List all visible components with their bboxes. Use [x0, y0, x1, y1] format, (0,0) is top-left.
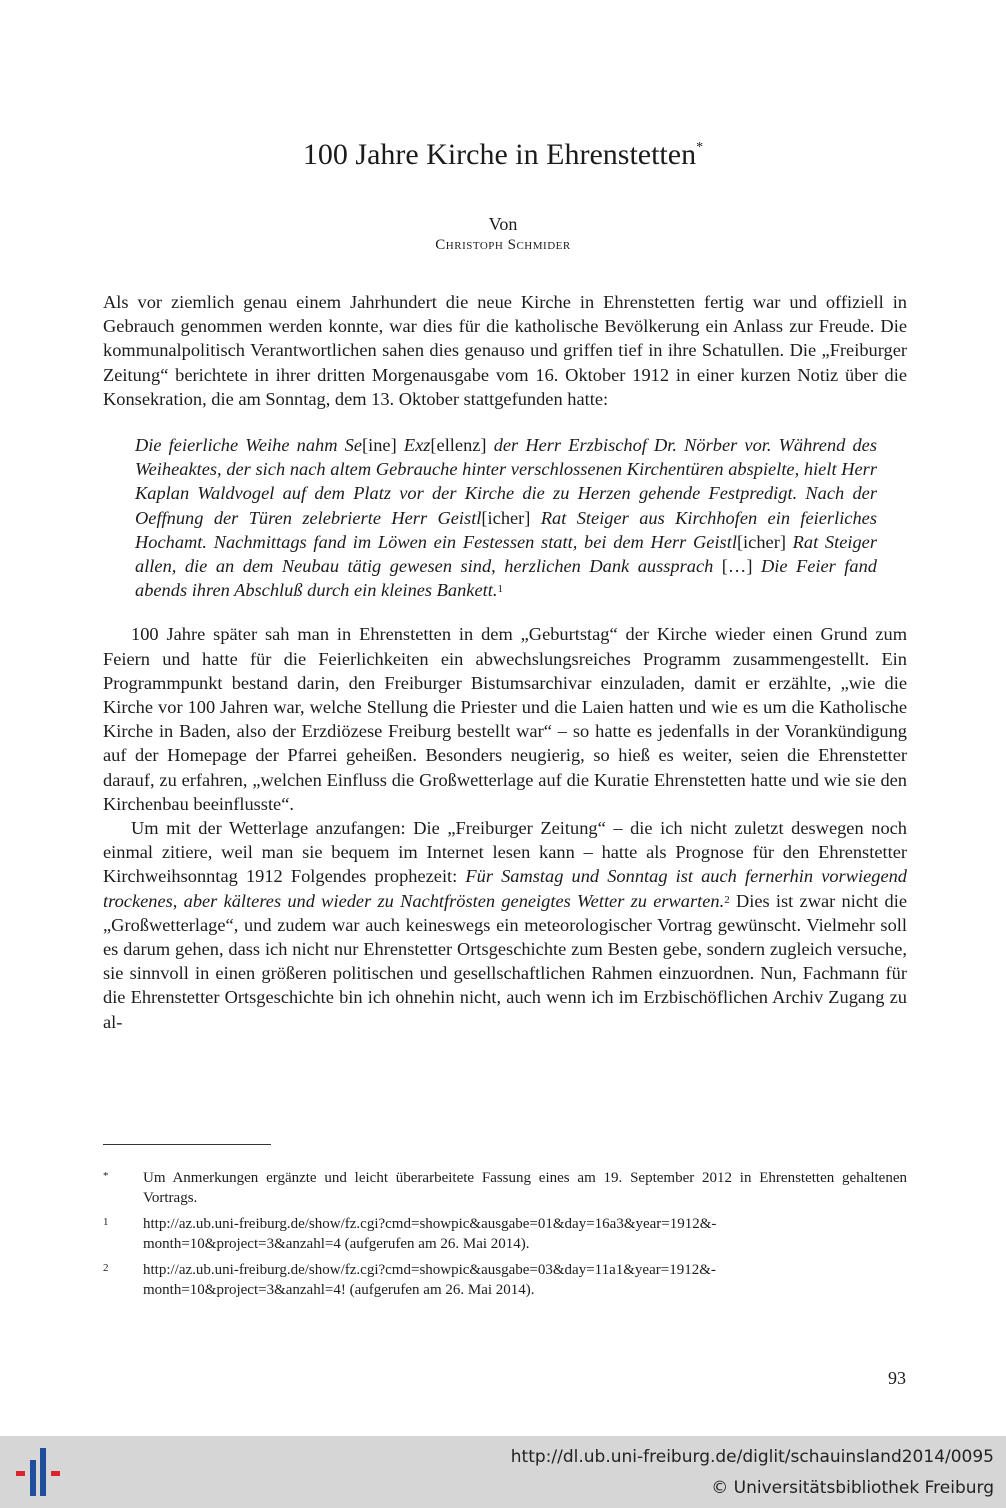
copyright-notice: © Universitätsbibliothek Freiburg [711, 1478, 994, 1498]
footnote-mark: 1 [103, 1216, 109, 1228]
footnote-text[interactable]: http://az.ub.uni-freiburg.de/show/fz.cgi?cmd=showpic&ausgabe=03&day=11a1&year=1912&-month=10&project=3&anzahl=4! (aufgerufen am 26. Mai 2014). [143, 1262, 716, 1298]
author-name: Christoph Schmider [435, 237, 571, 253]
block-quote: Die feierliche Weihe nahm Se[ine] Exz[ellenz] der Herr Erzbischof Dr. Nörber vor. Während des Weiheaktes, der sich nach altem Gebrauche hinter verschlossenen Kirchentüren abspielte, hielt Herr Kaplan Waldvogel auf dem Platz vor der Kirche die zu Herzen gehende Festpredigt. Nach der Oeffnung der Türen zelebrierte Herr Geistl[icher] Rat Steiger aus Kirchhofen ein feierliches Hochamt. Nachmittags fand im Löwen ein Festessen statt, bei dem Herr Geistl[icher] Rat Steiger allen, die an dem Neubau tätig gewesen sind, herzlichen Dank aussprach […] Die Feier fand abends ihren Abschluß durch ein kleines Bankett.$^1$ [135, 435, 877, 601]
viewer-footer [0, 1436, 1006, 1508]
footnote-2 [103, 1260, 907, 1300]
paragraph-2: 100 Jahre später sah man in Ehrenstetten in dem „Geburtstag“ der Kirche wieder einen Grund zum Feiern und hatte für die Feierlichkeiten ein abwechslungsreiches Programm zusammengestellt. Ein Programmpunkt bestand darin, den Freiburger Bistumsarchivar einzuladen, damit er erzählte, „wie die Kirche vor 100 Jahren war, welche Stellung die Priester und die Laien hatten und wie es um die Katholische Kirche in Baden, also der Erzdiözese Freiburg bestellt war“ – so hatte es jedenfalls in der Vorankündigung auf der Homepage der Pfarrei geheißen. Besonders neugierig, so hieß es weiter, seien die Ehrenstetter darauf, zu erfahren, „welchen Einfluss die Großwetterlage auf die Kuratie Ehrenstetten hatte und wie sie den Kirchenbau beeinflusste“. [103, 624, 907, 814]
page-number: 93 [888, 1368, 906, 1388]
ub-freiburg-logo-icon [14, 1446, 64, 1500]
footnote-star [103, 1168, 907, 1208]
permalink-url[interactable]: http://dl.ub.uni-freiburg.de/diglit/schauinsland2014/0095 [510, 1447, 994, 1467]
footnote-1 [103, 1214, 907, 1254]
article-title: 100 Jahre Kirche in Ehrenstetten* [302, 138, 704, 171]
footnote-ref-2[interactable]: 2 [724, 893, 730, 906]
footnote-text[interactable]: http://az.ub.uni-freiburg.de/show/fz.cgi?cmd=showpic&ausgabe=01&day=16a3&year=1912&-month=10&project=3&anzahl=4 (aufgerufen am 26. Mai 2014). [143, 1216, 717, 1252]
footnote-mark: * [103, 1170, 109, 1182]
paragraph-3: Um mit der Wetterlage anzufangen: Die „Freiburger Zeitung“ – die ich nicht zuletzt deswegen noch einmal zitiere, weil man sie bequem im Internet lesen kann – hatte als Prognose für den Ehrenstetter Kirchweihsonntag 1912 Folgendes prophezeit: Für Samstag und Sonntag ist auch fernerhin vorwiegend trockenes, aber kälteres und wieder zu Nachtfrösten geneigtes Wetter zu erwarten.$^2$ Dies ist zwar nicht die „Großwetterlage“, und zudem war auch keineswegs ein meteorologischer Vortrag gewünscht. Vielmehr soll es darum gehen, dass ich nicht nur Ehrenstetter Ortsgeschichte zum Besten gebe, sondern zugleich versuche, sie sinnvoll in einen größeren politischen und gesellschaftlichen Rahmen einzuordnen. Nun, Fachmann für die Ehrenstetter Ortsgeschichte bin ich ohnehin nicht, auch wenn ich im Erzbischöflichen Archiv Zugang zu al- [103, 818, 907, 1032]
footnotes [103, 1168, 907, 1306]
footnote-text: Um Anmerkungen ergänzte und leicht überarbeitete Fassung eines am 19. September 2012 in Ehrenstetten gehaltenen Vortrags. [143, 1170, 907, 1206]
title-footnote-marker: * [696, 140, 704, 155]
paragraph-1: Als vor ziemlich genau einem Jahrhundert die neue Kirche in Ehrenstetten fertig war und offiziell in Gebrauch genommen werden konnte, war dies für die katholische Bevölkerung ein Anlass zur Freude. Die kommunalpolitisch Verantwortlichen sahen dies genauso und griffen tief in ihre Schatullen. Die „Freiburger Zeitung“ berichtete in ihrer dritten Morgenausgabe vom 16. Oktober 1912 in einer kurzen Notiz über die Konsekration, die am Sonntag, dem 13. Oktober stattgefunden hatte: [103, 292, 907, 409]
footnote-ref-1[interactable]: 1 [497, 583, 503, 596]
footnote-mark: 2 [103, 1262, 109, 1274]
byline [0, 213, 1006, 255]
article-body [103, 290, 907, 1034]
footnote-separator [103, 1144, 271, 1145]
byline-von: Von [488, 214, 518, 234]
